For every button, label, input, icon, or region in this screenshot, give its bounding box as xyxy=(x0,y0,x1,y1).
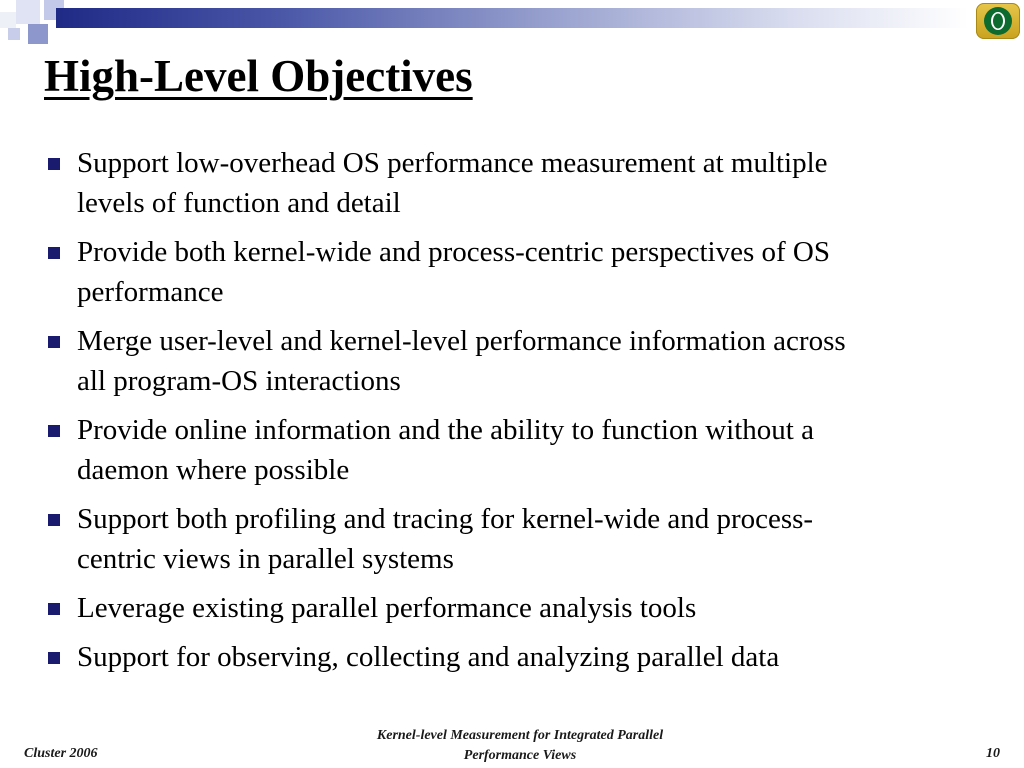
square-bullet-icon xyxy=(48,514,60,526)
title-gradient-bar xyxy=(56,8,968,28)
square-bullet-icon xyxy=(48,336,60,348)
footer-presentation-title: Kernel-level Measurement for Integrated Parallel Performance Views xyxy=(376,728,664,763)
bullet-text: Support for observing, collecting and analyzing parallel data xyxy=(77,641,780,673)
square-bullet-icon xyxy=(48,247,60,259)
square-bullet-icon xyxy=(48,425,60,437)
bullet-text: Provide online information and the ability to function without a daemon where possible xyxy=(77,414,814,486)
bullet-text: Merge user-level and kernel-level performance information across all program-OS interactions xyxy=(77,325,846,397)
oregon-o-logo-icon xyxy=(976,3,1020,39)
square-bullet-icon xyxy=(48,158,60,170)
footer-conference: Cluster 2006 xyxy=(24,746,98,761)
list-item xyxy=(44,410,994,490)
slide-title: High-Level Objectives xyxy=(44,51,473,101)
slide-footer xyxy=(0,722,1024,768)
objectives-list xyxy=(44,143,994,686)
list-item xyxy=(44,232,994,312)
list-item xyxy=(44,588,994,628)
list-item xyxy=(44,321,994,401)
list-item xyxy=(44,637,994,677)
square-bullet-icon xyxy=(48,652,60,664)
page-number: 10 xyxy=(986,746,1000,761)
bullet-text: Leverage existing parallel performance analysis tools xyxy=(77,592,697,624)
bullet-text: Support both profiling and tracing for kernel-wide and process- centric views in parallel systems xyxy=(77,503,814,575)
list-item xyxy=(44,143,994,223)
square-bullet-icon xyxy=(48,603,60,615)
bullet-text: Support low-overhead OS performance measurement at multiple levels of function and detail xyxy=(77,147,828,219)
bullet-text: Provide both kernel-wide and process-centric perspectives of OS performance xyxy=(77,236,830,308)
list-item xyxy=(44,499,994,579)
